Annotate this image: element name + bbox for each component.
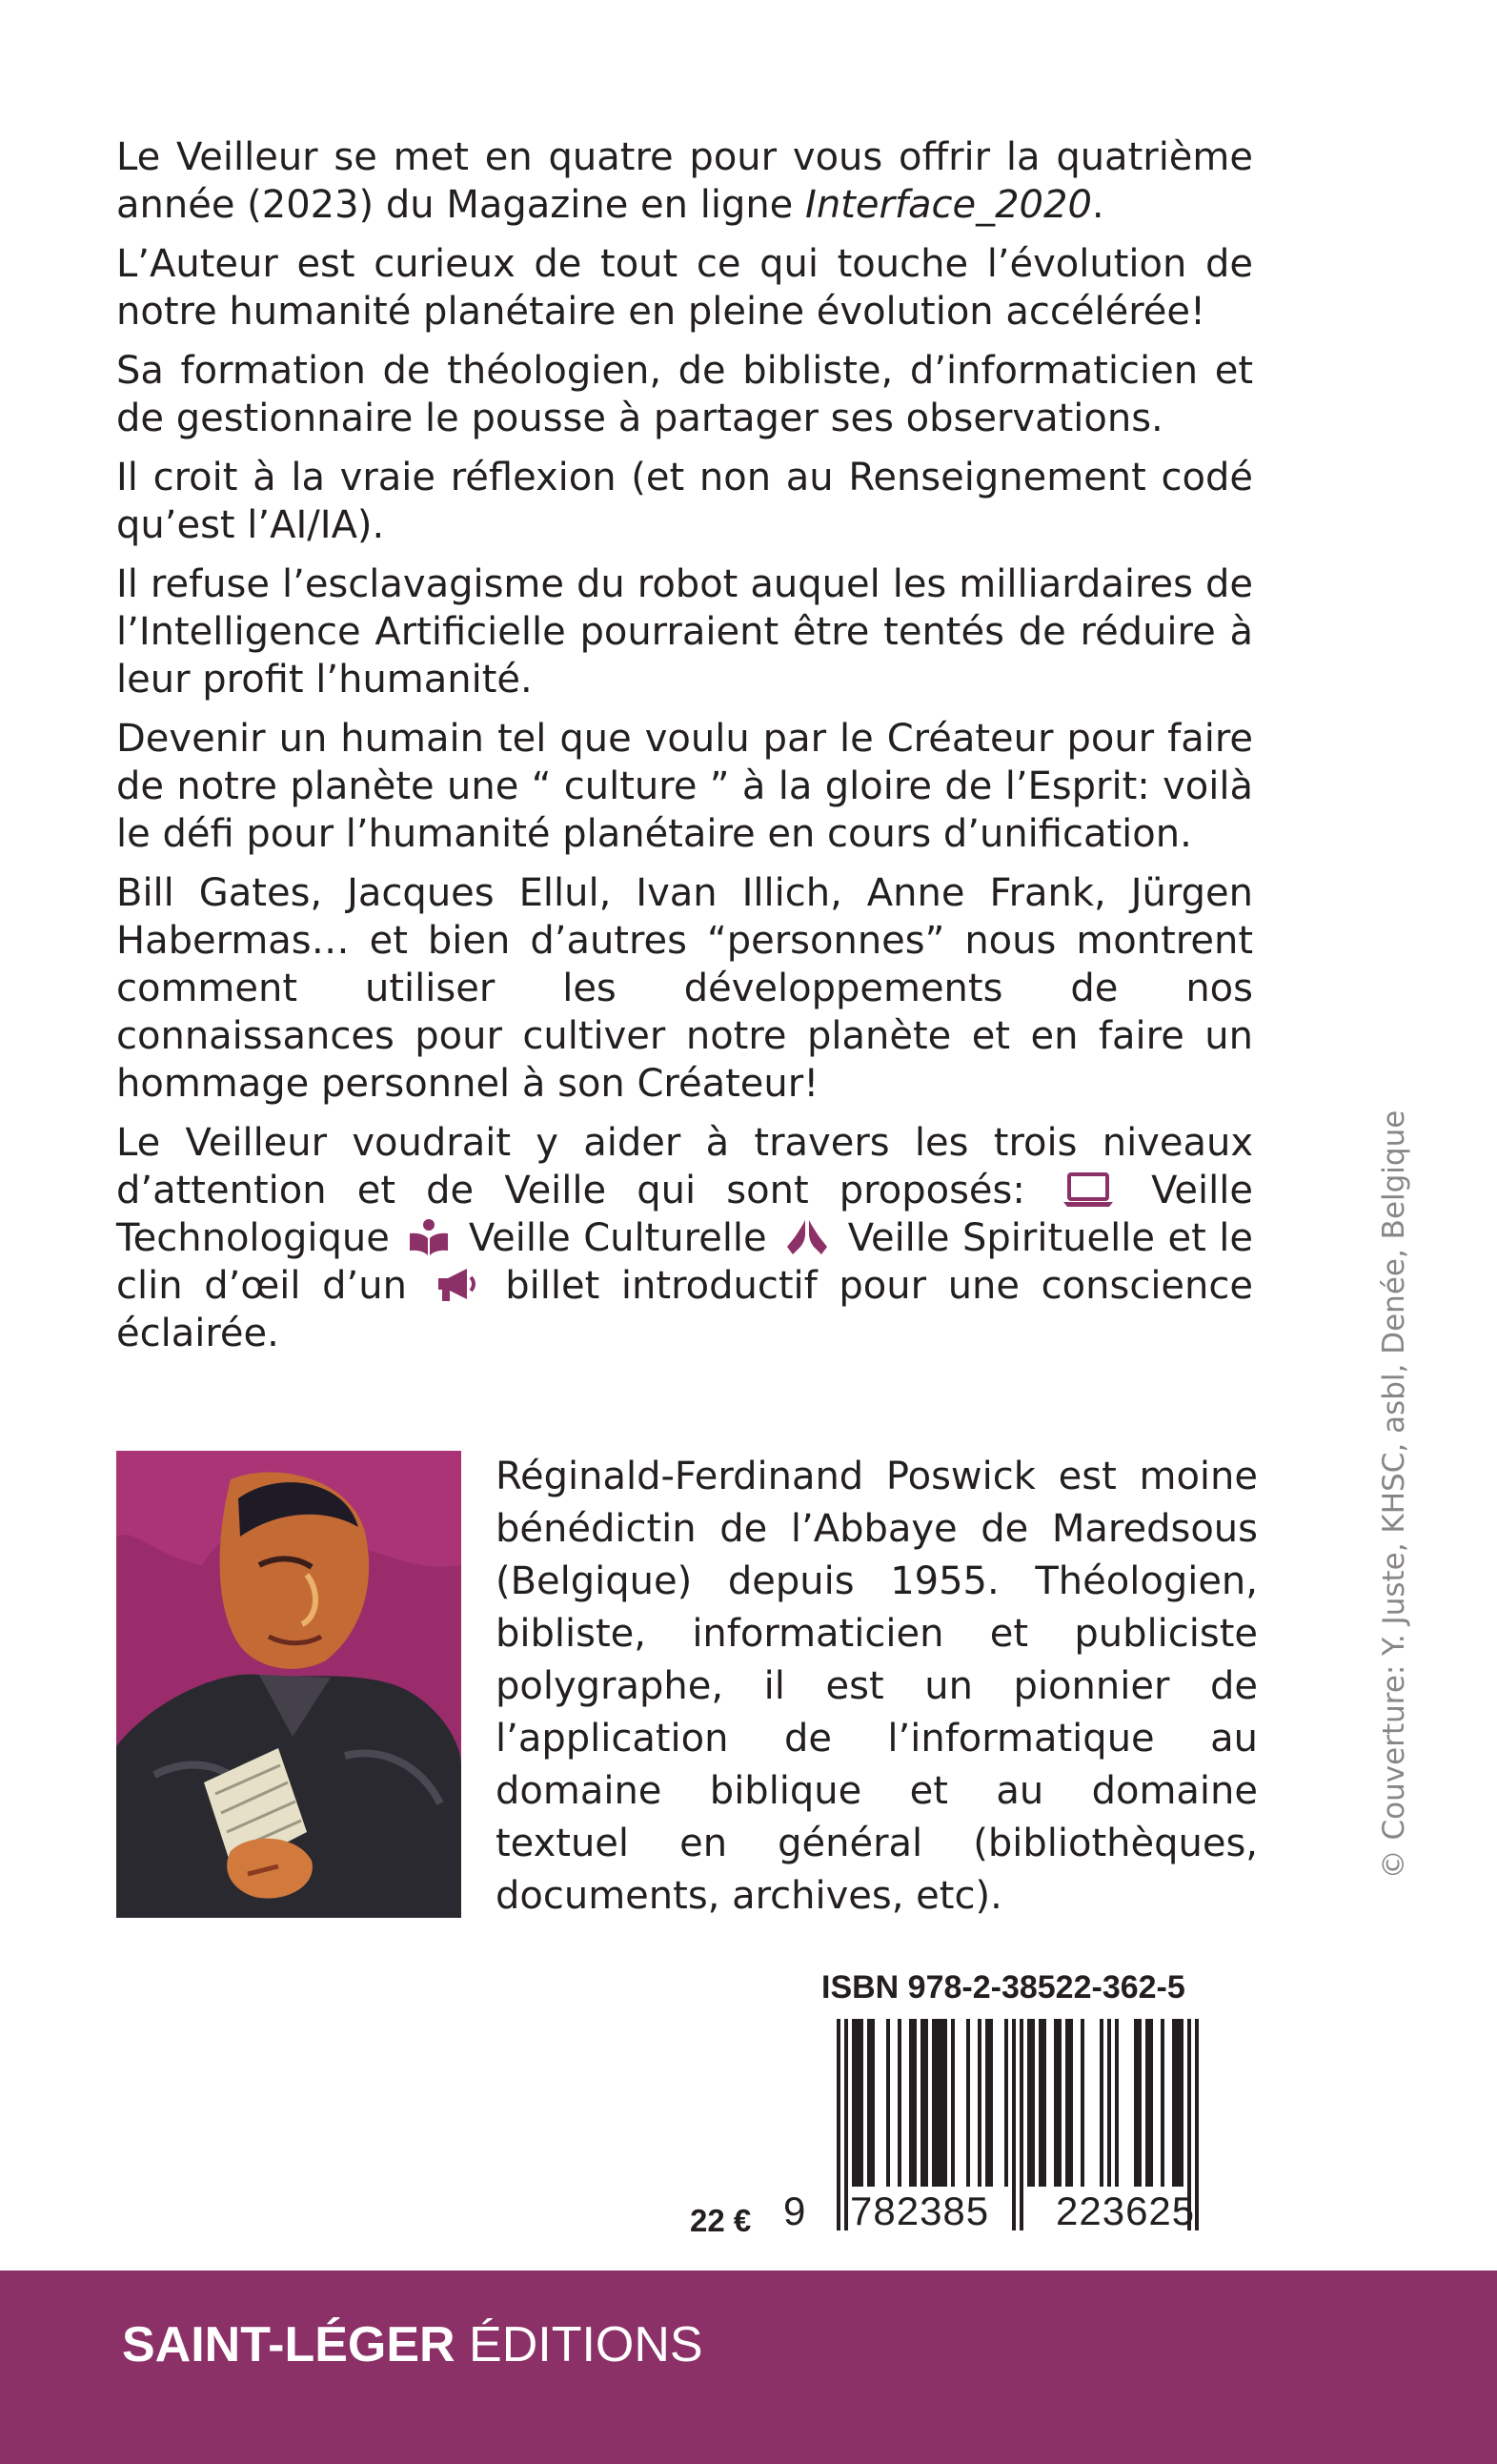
barcode-bar (1058, 2019, 1062, 2187)
megaphone-icon (435, 1266, 478, 1304)
laptop-icon (1062, 1172, 1115, 1209)
paragraph-intro (116, 133, 1253, 229)
barcode-bar (989, 2019, 993, 2187)
author-biography: Réginald-Ferdinand Poswick est moine bénédictin de l’Abbaye de Maredsous (Belgique) depuis 1955. Théologien, bibliste, informaticien et publiciste polygraphe, il est un pionnier de l’application de l’informatique au domaine biblique et au domaine textuel en général (bibliothèques, documents, archives, etc). (496, 1455, 1258, 1918)
barcode-bar (871, 2019, 875, 2187)
barcode-bar (898, 2019, 901, 2187)
barcode-bar (867, 2019, 871, 2187)
isbn-label: ISBN 978-2-38522-362-5 (821, 1969, 1185, 2006)
barcode-bar (1115, 2019, 1119, 2187)
barcode-bar (1149, 2019, 1153, 2187)
publisher-name (122, 2316, 703, 2373)
intro-text: Le Veilleur se met en quatre pour vous offrir la quatrième année (2023) du Magazine en ligne (116, 135, 1253, 227)
veille-closing-after: billet introductif pour une conscience éclairée. (116, 1264, 1253, 1355)
paragraph-reflexion: Il croit à la vraie réflexion (et non au Renseignement codé qu’est l’AI/IA). (116, 456, 1253, 547)
praying-hands-icon (785, 1218, 829, 1256)
publisher-brand: SAINT-LÉGER (122, 2317, 455, 2372)
barcode-bar (940, 2019, 943, 2187)
barcode-bar (1042, 2019, 1046, 2187)
barcode-bar (1020, 2019, 1023, 2230)
veille-culturelle-label: Veille Culturelle (468, 1216, 767, 1260)
barcode-bar (1180, 2019, 1183, 2187)
book-reader-icon (408, 1218, 450, 1256)
barcode-bar (1081, 2019, 1084, 2187)
barcode-bar (1039, 2019, 1042, 2187)
intro-end: . (1091, 183, 1104, 227)
paragraph-veille (116, 1119, 1253, 1357)
barcode-bar (943, 2019, 947, 2187)
paragraph-formation: Sa formation de théologien, de bibliste, d’informaticien et de gestionnaire le pousse à partager ses observations. (116, 349, 1253, 440)
barcode-bar (1069, 2019, 1073, 2187)
barcode-bar (852, 2019, 856, 2187)
author-portrait-painting (116, 1451, 461, 1918)
barcode-bar (860, 2019, 863, 2187)
barcode-bar (924, 2019, 928, 2187)
paragraph-personnes: Bill Gates, Jacques Ellul, Ivan Illich, Anne Frank, Jürgen Habermas… et bien d’autres “personnes” nous montrent comment utiliser les développements de nos connaissances pour cultiver notre planète et en faire un hommage personnel à son Créateur! (116, 871, 1253, 1106)
publisher-suffix: ÉDITIONS (455, 2317, 703, 2372)
barcode-bar (1138, 2019, 1142, 2187)
paragraph-createur: Devenir un humain tel que voulu par le Créateur pour faire de notre planète une “ culture ” à la gloire de l’Esprit: voilà le défi pour l’humanité planétaire en cours d’unification. (116, 717, 1253, 856)
barcode-bar (966, 2019, 970, 2187)
barcode-bar (856, 2019, 860, 2187)
barcode-digit-group-right: 223625 (1056, 2189, 1196, 2233)
barcode-bar (951, 2019, 955, 2187)
magazine-title: Interface_2020 (805, 183, 1092, 227)
barcode-bar (1145, 2019, 1149, 2187)
barcode-bar (1176, 2019, 1180, 2187)
veille-technologique-label: Veille Technologique (116, 1169, 1253, 1260)
barcode-bar (978, 2019, 981, 2187)
barcode-digit-group-left: 782385 (850, 2189, 990, 2233)
barcode-bar (1054, 2019, 1058, 2187)
barcode-first-digit: 9 (783, 2189, 806, 2233)
barcode-bar (837, 2019, 840, 2230)
barcode-bar (1172, 2019, 1176, 2187)
barcode-bar (1012, 2019, 1016, 2230)
barcode-bar (913, 2019, 917, 2187)
barcode-bar (1004, 2019, 1008, 2187)
paragraph-robot: Il refuse l’esclavagisme du robot auquel les milliardaires de l’Intelligence Artificielle pourraient être tentés de réduire à leur profit l’humanité. (116, 562, 1253, 702)
paragraph-author: L’Auteur est curieux de tout ce qui touche l’évolution de notre humanité planétaire en pleine évolution accélérée! (116, 242, 1253, 334)
barcode-bar (1195, 2019, 1199, 2230)
barcode-bar (844, 2019, 848, 2230)
veille-spirituelle-label: Veille Spirituelle (847, 1216, 1155, 1260)
barcode-bar (886, 2019, 890, 2187)
barcode-bar (1100, 2019, 1103, 2187)
price-label: 22 € (690, 2203, 752, 2238)
veille-closing-before: et le clin d’œil d’un (116, 1216, 1254, 1308)
barcode-bar (1134, 2019, 1138, 2187)
barcode-bar (1065, 2019, 1069, 2187)
back-cover-text (116, 133, 1253, 1369)
veille-intro: Le Veilleur voudrait y aider à travers les trois niveaux d’attention et de Veille qui sont proposés: (116, 1121, 1253, 1212)
barcode-bar (985, 2019, 989, 2187)
cover-credit (1377, 1075, 1411, 1914)
barcode-bar (1161, 2019, 1164, 2187)
barcode-bar (1027, 2019, 1031, 2187)
barcode-bar (909, 2019, 913, 2187)
cover-credit-text: © Couverture: Y. Juste, KHSC, asbl, Denée, Belgique (1377, 1110, 1411, 1880)
barcode-bar (920, 2019, 924, 2187)
barcode-bar (932, 2019, 936, 2187)
barcode-bar (1107, 2019, 1111, 2187)
barcode-bar (1031, 2019, 1035, 2187)
barcode-bar (936, 2019, 940, 2187)
